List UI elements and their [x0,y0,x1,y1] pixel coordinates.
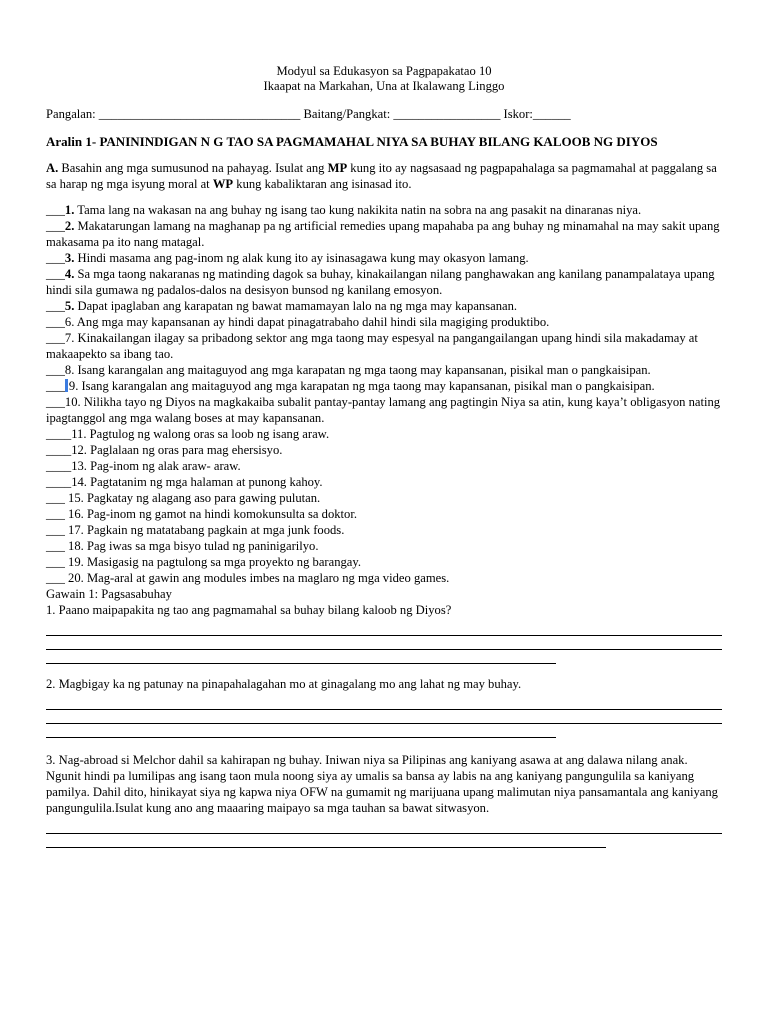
statement-text: Sa mga taong nakaranas ng matinding dagok sa buhay, kinakailangan nilang panghawakan ang kanilang panampalataya upang hindi sila gumawa ng padalos-dalos na desisyon bunsod ng kanilang emosyon. [46,267,715,297]
part-a-instructions [46,160,722,192]
statement-number: 8. [64,363,75,377]
answer-line[interactable] [46,710,722,724]
answer-blank[interactable]: ___ [46,571,69,585]
answer-blank[interactable]: ___ [46,331,65,345]
answer-blank[interactable]: ___ [46,539,69,553]
statement-item [46,362,722,378]
statement-number: 1. [64,203,75,217]
answer-line[interactable] [46,622,722,636]
answer-blank[interactable]: ___ [46,555,69,569]
statement-text: Nilikha tayo ng Diyos na magkakaiba subalit pantay-pantay lamang ang pagtingin Niya sa atin, kung kaya’t obligasyon nating ipagtanggol ang mga walang boses at may kapansanan. [46,395,721,425]
statement-text: Makatarungan lamang na maghanap pa ng artificial remedies upang mapahaba pa ang buhay ng minamahal na may sakit upang makasama pa ito nang matagal. [46,219,720,249]
statement-number: 5. [64,299,75,313]
question-3: 3. Nag-abroad si Melchor dahil sa kahirapan ng buhay. Iniwan niya sa Pilipinas ang kaniyang asawa at ang dalawa nilang anak. Ngunit hindi pa lumilipas ang isang taon mula noong siya ay umalis sa bansa ay labis na ang kaniyang pangungulila sa kaniyang pamilya. Dahil dito, hinikayat siya ng kapwa niya OFW na gumamit ng marijuana upang malimutan niya pansamantala ang kaniyang pangungulila.Isulat kung ano ang maaaring maipayo sa mga tauhan sa bawat sitwasyon. [46,753,718,815]
statement-text: Pag-inom ng gamot na hindi komokunsulta sa doktor. [83,507,357,521]
statement-item [46,250,722,266]
statement-number: 11. [71,427,87,441]
statement-number: 6. [64,315,75,329]
statement-text: Dapat ipaglaban ang karapatan ng bawat mamamayan lalo na ng mga may kapansanan. [74,299,518,313]
header [46,64,722,94]
answer-blank[interactable]: ___ [46,523,69,537]
statement-item [46,442,722,458]
statement-text: Kinakailangan ilagay sa pribadong sektor ang mga taong may espesyal na pangangailangan upang hindi sila makadamay at makaapekto sa ibang tao. [46,331,698,361]
statement-text: Isang karangalan ang maitaguyod ang mga karapatan ng mga taong may kapansanan, pisikal man o pangkaisipan. [78,379,655,393]
statement-number: 19. [68,555,84,569]
statement-text: Mag-aral at gawin ang modules imbes na maglaro ng mga video games. [83,571,450,585]
statement-item [46,298,722,314]
statement-number: 16. [68,507,84,521]
statement-item [46,570,722,586]
answer-line[interactable] [46,636,722,650]
statement-number: 17. [68,523,84,537]
part-a-text-2: kung ito ay nagsasaad ng pagpapahalaga sa pagmamahal at paggalang sa sa harap ng mga isyung moral at [46,161,717,191]
statement-text: Pagtatanim ng mga halaman at punong kahoy. [86,475,323,489]
statement-text: Paglalaan ng oras para mag ehersisyo. [86,443,283,457]
answer-line[interactable] [46,820,722,834]
statement-item [46,202,722,218]
answer-blank[interactable]: ___ [46,203,65,217]
answer-blank[interactable]: ____ [46,459,72,473]
question-2: 2. Magbigay ka ng patunay na pinapahalagahan mo at ginagalang mo ang lahat ng may buhay. [46,677,522,691]
part-a-label: A. [46,161,59,175]
question-1: 1. Paano maipapakita ng tao ang pagmamahal sa buhay bilang kaloob ng Diyos? [46,603,452,617]
part-a-text-3: kung kabaliktaran ang isinasad ito. [233,177,412,191]
statement-text: Hindi masama ang pag-inom ng alak kung ito ay isinasagawa kung may okasyon lamang. [74,251,529,265]
answer-lines-2 [46,696,722,738]
worksheet-page [46,64,722,848]
statement-text: Pagkain ng matatabang pagkain at mga junk foods. [83,523,345,537]
statement-item [46,522,722,538]
statement-item [46,314,722,330]
statement-number: 13. [71,459,87,473]
answer-blank[interactable]: ___ [46,299,65,313]
statement-number: 9. [68,379,79,393]
answer-blank[interactable]: ___ [46,507,69,521]
answer-line[interactable] [46,696,722,710]
statement-number: 12. [71,443,87,457]
answer-blank[interactable]: ___ [46,219,65,233]
statement-item [46,378,722,394]
answer-blank[interactable]: ___ [46,395,65,409]
wp-term: WP [212,177,234,191]
answer-blank[interactable]: ____ [46,475,72,489]
answer-blank[interactable]: ____ [46,427,72,441]
statement-number: 15. [68,491,84,505]
answer-blank[interactable]: ___ [46,251,65,265]
mp-term: MP [327,161,348,175]
answer-blank[interactable]: ___ [46,363,65,377]
quarter-week-subtitle: Ikaapat na Markahan, Una at Ikalawang Linggo [263,79,505,93]
statement-item [46,218,722,250]
statement-item [46,458,722,474]
statement-text: Pag-inom ng alak araw- araw. [86,459,241,473]
module-title: Modyul sa Edukasyon sa Pagpapakatao 10 [276,64,492,78]
answer-blank[interactable]: ____ [46,443,72,457]
answer-line[interactable] [46,650,556,664]
statement-item [46,506,722,522]
answer-lines-3 [46,820,722,848]
statement-number: 7. [64,331,75,345]
statement-text: Masigasig na pagtulong sa mga proyekto ng barangay. [83,555,362,569]
statement-item [46,474,722,490]
statement-list [46,202,722,586]
statement-number: 20. [68,571,84,585]
statement-text: Pag iwas sa mga bisyo tulad ng paninigarilyo. [83,539,319,553]
statement-number: 14. [71,475,87,489]
answer-blank[interactable]: ___ [46,379,65,393]
statement-item [46,330,722,362]
answer-line[interactable] [46,724,556,738]
statement-item [46,426,722,442]
statement-number: 10. [64,395,81,409]
gawain-title: Gawain 1: Pagsasabuhay [46,587,172,601]
answer-blank[interactable]: ___ [46,315,65,329]
statement-number: 18. [68,539,84,553]
text-cursor [65,379,68,392]
statement-item [46,394,722,426]
answer-blank[interactable]: ___ [46,267,65,281]
statement-text: Tama lang na wakasan na ang buhay ng isang tao kung nakikita natin na sobra na ang pasakit na dinaranas niya. [74,203,642,217]
statement-item [46,538,722,554]
statement-number: 4. [64,267,75,281]
answer-line[interactable] [46,834,606,848]
statement-text: Pagtulog ng walong oras sa loob ng isang araw. [86,427,330,441]
statement-number: 3. [64,251,75,265]
lesson-title: Aralin 1- PANININDIGAN N G TAO SA PAGMAMAHAL NIYA SA BUHAY BILANG KALOOB NG DIYOS [46,134,658,149]
statement-text: Pagkatay ng alagang aso para gawing pulutan. [83,491,321,505]
statement-item [46,266,722,298]
answer-blank[interactable]: ___ [46,491,69,505]
part-a-text-1: Basahin ang mga sumusunod na pahayag. Isulat ang [58,161,328,175]
statement-number: 2. [64,219,75,233]
statement-item [46,490,722,506]
statement-item [46,554,722,570]
student-info-line: Pangalan: ________________________________ Baitang/Pangkat: _________________ Iskor:______ [46,107,571,121]
statement-text: Ang mga may kapansanan ay hindi dapat pinagatrabaho dahil hindi sila magiging produktibo. [74,315,550,329]
statement-text: Isang karangalan ang maitaguyod ang mga karapatan ng mga taong may kapansanan, pisikal man o pangkaisipan. [74,363,651,377]
answer-lines-1 [46,622,722,664]
